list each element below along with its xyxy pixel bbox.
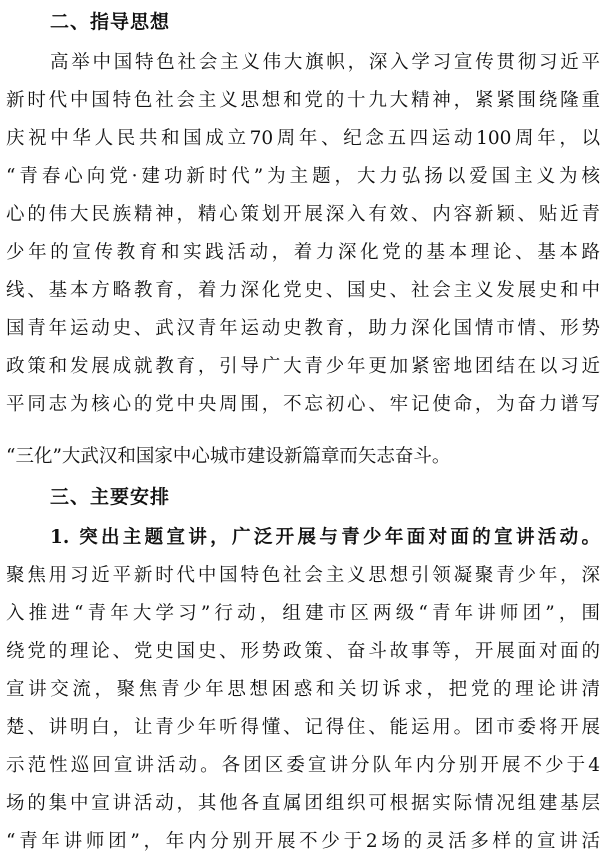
paragraph-line: 宣讲交流，聚焦青少年思想困惑和关切诉求，把党的理论讲清 [6,679,600,700]
paragraph-line: 平同志为核心的党中央周围，不忘初心、牢记使命，为奋力谱写 [6,394,600,415]
paragraph-line: 庆祝中华人民共和国成立70周年、纪念五四运动100周年，以 [6,128,600,149]
paragraph-line-lead: 1. 突出主题宣讲，广泛开展与青少年面对面的宣讲活动。 [50,527,600,548]
paragraph-line: 少年的宣传教育和实践活动，着力深化党的基本理论、基本路 [6,242,600,263]
section-heading-main-arrangements: 三、主要安排 [50,486,171,508]
paragraph-line: 楚、讲明白，让青少年听得懂、记得住、能运用。团市委将开展 [6,717,600,738]
paragraph-line: 聚焦用习近平新时代中国特色社会主义思想引领凝聚青少年，深 [6,565,600,586]
section-heading-guiding-ideology: 二、指导思想 [50,11,171,33]
paragraph-line: 入推进“青年大学习”行动，组建市区两级“青年讲师团”，围 [6,603,600,624]
paragraph-line: 心的伟大民族精神，精心策划开展深入有效、内容新颖、贴近青 [6,204,600,225]
paragraph-line: “青年讲师团”，年内分别开展不少于2场的灵活多样的宣讲活 [6,831,600,852]
paragraph-line: “青春心向党·建功新时代”为主题，大力弘扬以爱国主义为核 [6,166,600,187]
paragraph-line: 新时代中国特色社会主义思想和党的十九大精神，紧紧围绕隆重 [6,90,600,111]
paragraph-line: “三化”大武汉和国家中心城市建设新篇章而矢志奋斗。 [6,446,451,467]
paragraph-line: 场的集中宣讲活动，其他各直属团组织可根据实际情况组建基层 [6,793,600,814]
paragraph-line: 线、基本方略教育，着力深化党史、国史、社会主义发展史和中 [6,280,600,301]
paragraph-line: 示范性巡回宣讲活动。各团区委宣讲分队年内分别开展不少于4 [6,755,600,776]
paragraph-line: 高举中国特色社会主义伟大旗帜，深入学习宣传贯彻习近平 [50,52,600,73]
paragraph-line: 政策和发展成就教育，引导广大青少年更加紧密地团结在以习近 [6,356,600,377]
paragraph-line: 绕党的理论、党史国史、形势政策、奋斗故事等，开展面对面的 [6,641,600,662]
paragraph-line: 国青年运动史、武汉青年运动史教育，助力深化国情市情、形势 [6,318,600,339]
